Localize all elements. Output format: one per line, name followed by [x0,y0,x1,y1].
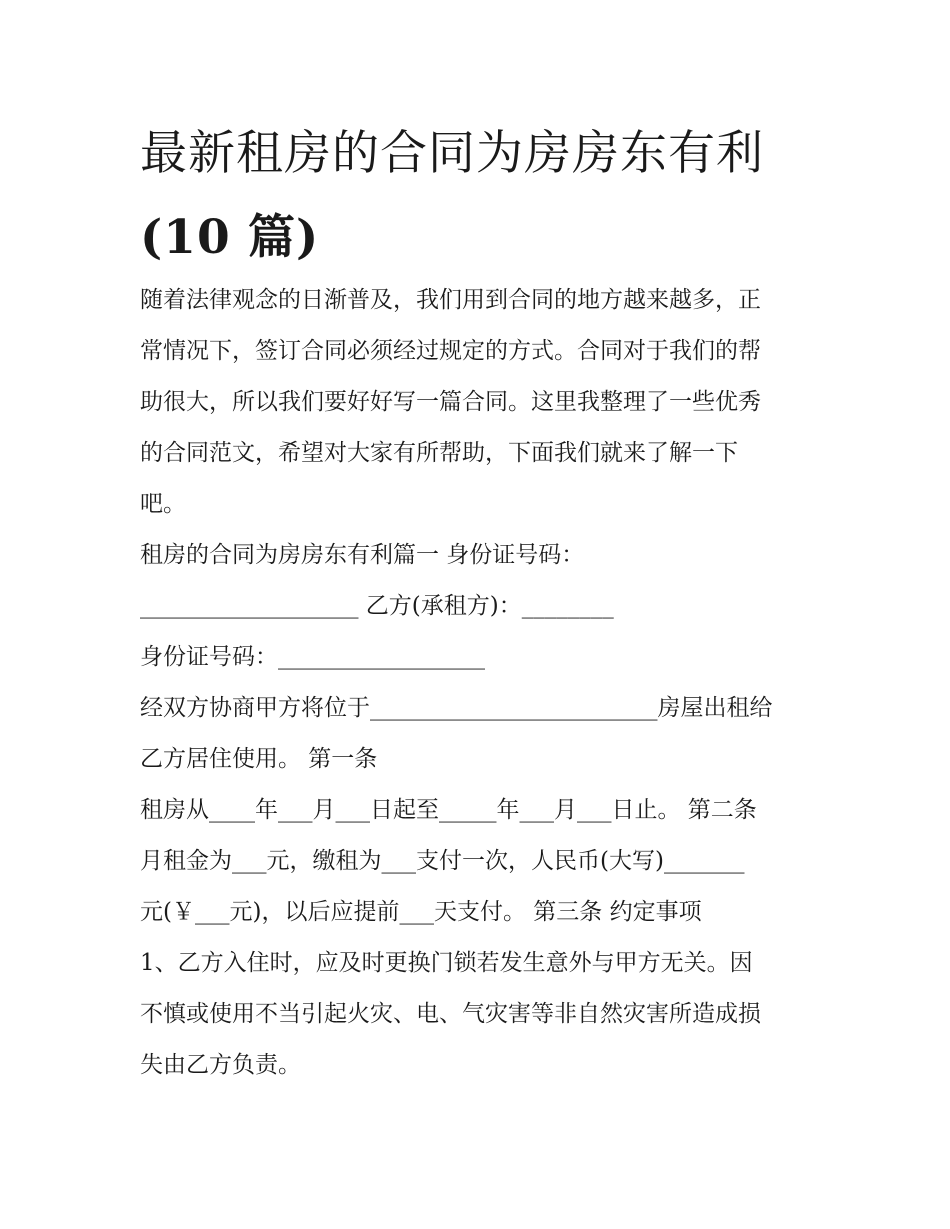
body-text-line: 租房从____年___月___日起至_____年___月___日止。 第二条 [140,797,757,823]
document-title [140,112,820,280]
body-text-line: 吧。 [140,491,186,517]
body-text-line: ___________________ 乙方(承租方)：________ [140,593,614,619]
title-line-1: 最新租房的合同为房房东有利 [140,126,764,181]
title-line-2: (10 篇) [140,210,320,265]
body-text-line: 不慎或使用不当引起火灾、电、气灾害等非自然灾害所造成损 [140,1001,761,1027]
body-text-line: 乙方居住使用。 第一条 [140,746,378,772]
body-text-line: 身份证号码：__________________ [140,644,485,670]
body-text-line: 常情况下，签订合同必须经过规定的方式。合同对于我们的帮 [140,338,761,364]
body-text-line: 的合同范文，希望对大家有所帮助，下面我们就来了解一下 [140,440,738,466]
body-text-line: 租房的合同为房房东有利篇一 身份证号码： [140,542,585,568]
body-text-line: 失由乙方负责。 [140,1052,301,1078]
body-text-line: 元(￥___元)，以后应提前___天支付。 第三条 约定事项 [140,899,702,925]
body-text-line: 助很大，所以我们要好好写一篇合同。这里我整理了一些优秀 [140,389,761,415]
body-text-line: 随着法律观念的日渐普及，我们用到合同的地方越来越多，正 [140,287,761,313]
body-text-line: 月租金为___元，缴租为___支付一次，人民币(大写)_______ [140,848,745,874]
body-text-line: 1、乙方入住时，应及时更换门锁若发生意外与甲方无关。因 [140,950,753,976]
body-text-line: 经双方协商甲方将位于_________________________房屋出租给 [140,695,773,721]
